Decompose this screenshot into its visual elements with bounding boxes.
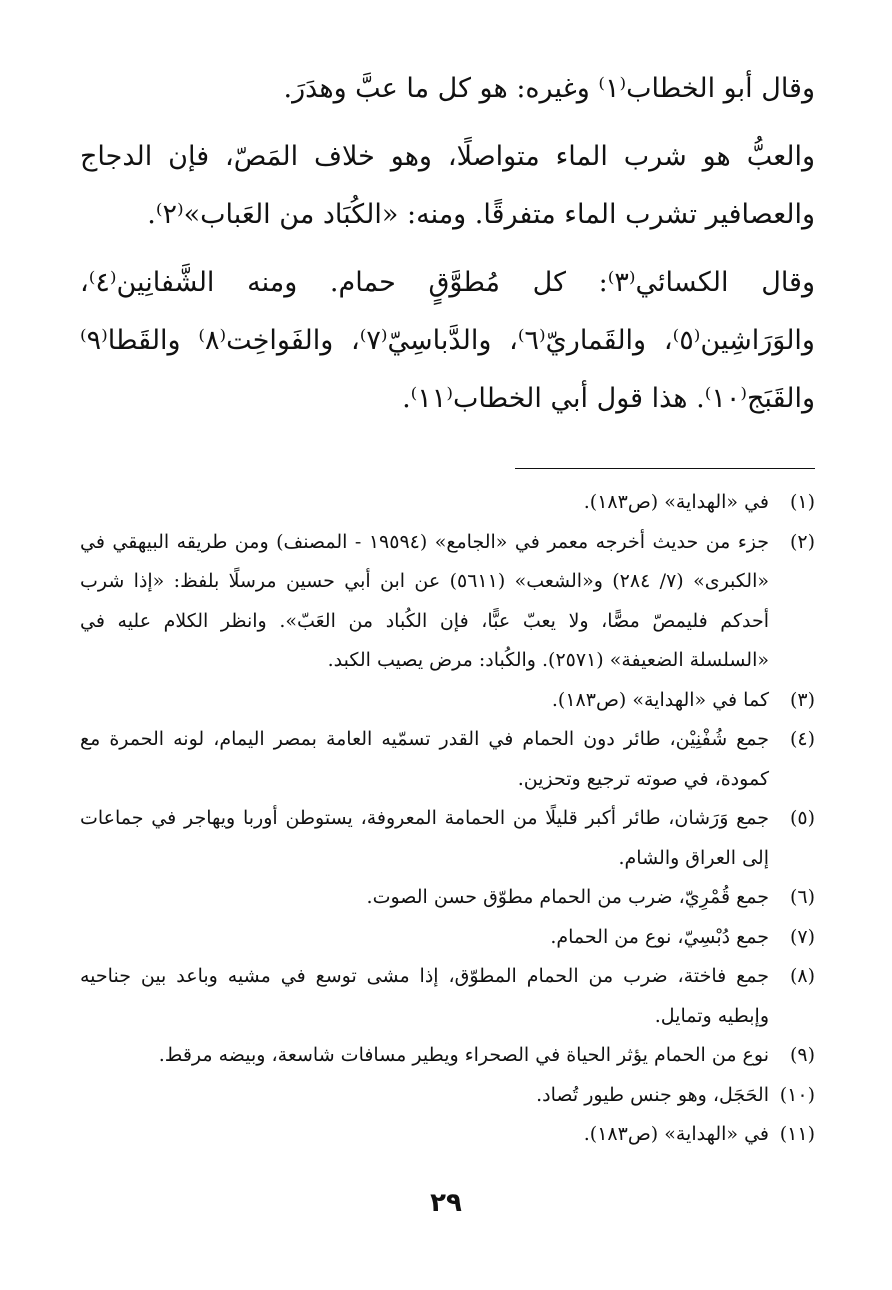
footnote-item — [80, 1076, 815, 1116]
footnote-text: جمع وَرَشان، طائر أكبر قليلًا من الحمامة المعروفة، يستوطن أوربا ويهاجر في جماعات إلى العراق والشام. — [80, 807, 769, 869]
footnote-item — [80, 957, 815, 1036]
footnote-number: (٣) — [789, 688, 815, 711]
main-text — [80, 60, 815, 428]
footnote-number: (٨) — [789, 965, 815, 987]
footnote-item — [80, 523, 815, 681]
footnote-text: جمع قُمْرِيّ، ضرب من الحمام مطوّق حسن الصوت. — [366, 886, 769, 908]
footnote-item — [80, 720, 815, 799]
footnote-text: في «الهداية» (ص١٨٣). — [583, 491, 769, 513]
page-content — [80, 60, 815, 1155]
footnote-item — [80, 1115, 815, 1155]
page-number: ٢٩ — [430, 1188, 462, 1218]
footnote-number: (٦) — [789, 886, 815, 908]
footnote-divider — [515, 468, 815, 469]
footnote-number: (٥) — [789, 807, 815, 829]
footnote-number: (١٠) — [779, 1083, 815, 1106]
footnote-text: نوع من الحمام يؤثر الحياة في الصحراء ويطير مسافات شاسعة، وبيضه مرقط. — [158, 1044, 769, 1066]
footnote-item — [80, 918, 815, 958]
paragraph: وقال أبو الخطاب⁽١⁾ وغيره: هو كل ما عبَّ وهدَرَ. — [283, 73, 815, 104]
footnote-text: جمع شُفْنِيْن، طائر دون الحمام في القدر تسمّيه العامة بمصر اليمام، لونه الحمرة مع كمودة، في صوته ترجيع وتحزين. — [80, 728, 769, 790]
footnote-item — [80, 1036, 815, 1076]
footnote-number: (٧) — [789, 925, 815, 948]
footnote-number: (٤) — [789, 728, 815, 750]
paragraph: وقال الكسائي⁽٣⁾: كل مُطوَّقٍ حمام. ومنه الشَّفانِين⁽٤⁾، والوَرَاشِين⁽٥⁾، والقَماريّ⁽٦⁾، والدَّباسِيّ⁽٧⁾، والفَواخِت⁽٨⁾ والقَطا⁽٩⁾ والقَبَج⁽١٠⁾. هذا قول أبي الخطاب⁽١١⁾. — [80, 267, 815, 414]
footnote-text: الحَجَل، وهو جنس طيور تُصاد. — [536, 1083, 769, 1106]
footnote-text: كما في «الهداية» (ص١٨٣). — [551, 688, 769, 711]
footnotes-list — [80, 483, 815, 1155]
footnote-text: جمع فاختة، ضرب من الحمام المطوّق، إذا مشى توسع في مشيه وباعد بين جناحيه وإبطيه وتمايل. — [80, 965, 769, 1027]
footnote-text: جزء من حديث أخرجه معمر في «الجامع» (١٩٥٩٤ - المصنف) ومن طريقه البيهقي في «الكبرى» (٧/ ٢٨٤) و«الشعب» (٥٦١١) عن ابن أبي حسين مرسلًا بلفظ: «إذا شرب أحدكم فليمصّ مصًّا، ولا يعبّ عبًّا، فإن الكُباد من العَبّ». وانظر الكلام عليه في «السلسلة الضعيفة» (٢٥٧١). والكُباد: مرض يصيب الكبد. — [80, 530, 769, 671]
footnote-item — [80, 799, 815, 878]
footnote-number: (٢) — [789, 530, 815, 553]
paragraph: والعبُّ هو شرب الماء متواصلًا، وهو خلاف المَصّ، فإن الدجاج والعصافير تشرب الماء متفرقًا. ومنه: «الكُبَاد من العَباب»⁽٢⁾. — [80, 141, 815, 230]
footnote-item — [80, 483, 815, 523]
footnote-number: (١١) — [779, 1123, 815, 1145]
footnote-text: جمع دُبْسِيّ، نوع من الحمام. — [550, 925, 769, 948]
footnote-text: في «الهداية» (ص١٨٣). — [583, 1123, 769, 1145]
footnote-item — [80, 878, 815, 918]
footnote-number: (٩) — [789, 1044, 815, 1066]
footnote-number: (١) — [789, 491, 815, 513]
footnote-item — [80, 681, 815, 721]
